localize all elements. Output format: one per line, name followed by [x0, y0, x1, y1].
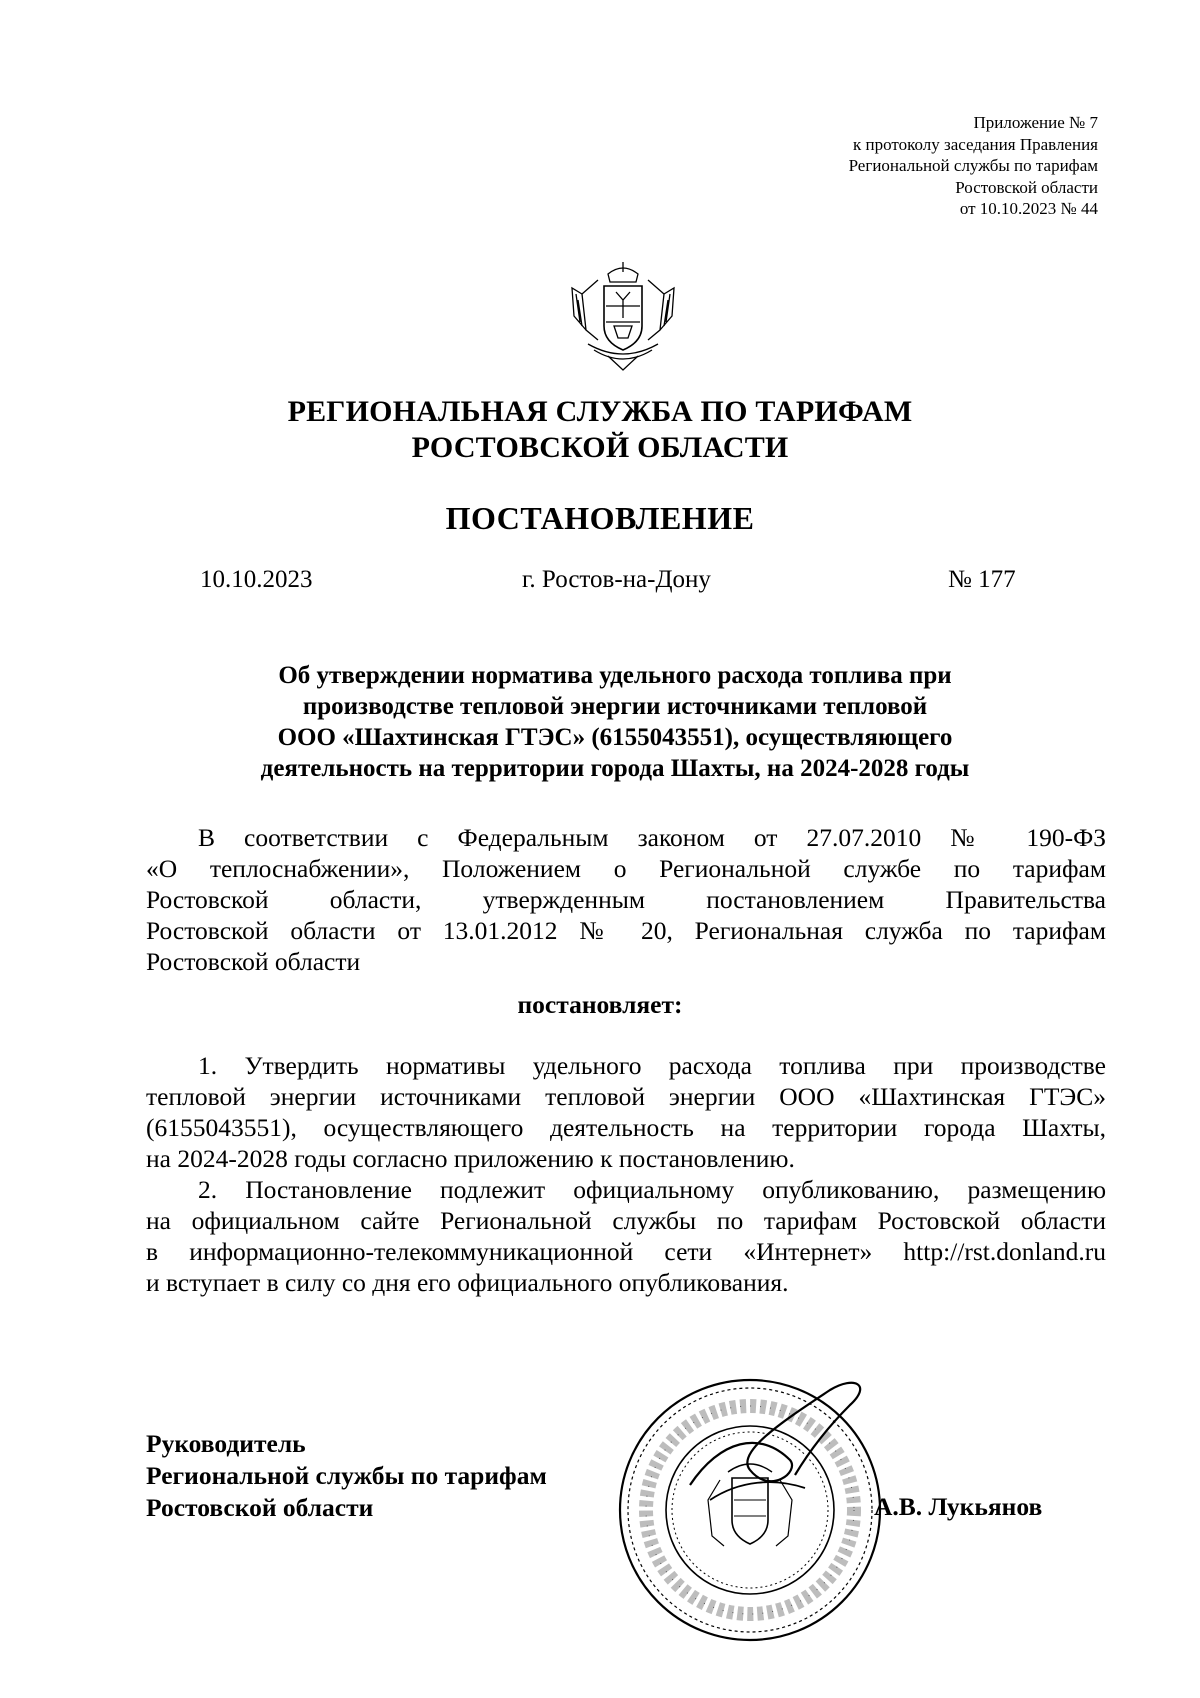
item-1-line: тепловой энергии источниками тепловой энергии ООО «Шахтинская ГТЭС» [146, 1082, 1106, 1111]
document-date: 10.10.2023 [200, 566, 313, 593]
subject-line: ООО «Шахтинская ГТЭС» (6155043551), осуществляющего [277, 724, 953, 751]
preamble-line: Ростовской области [146, 947, 361, 976]
signature-position [146, 1428, 547, 1524]
appendix-line: Региональной службы по тарифам [848, 156, 1098, 175]
organization-title-line: РЕГИОНАЛЬНАЯ СЛУЖБА ПО ТАРИФАМ [287, 395, 913, 428]
appendix-note [849, 112, 1098, 220]
organization-title [0, 394, 1200, 466]
decree-word: постановляет: [517, 990, 683, 1019]
coat-of-arms-icon [568, 260, 678, 372]
item-2-line: 2. Постановление подлежит официальному опубликованию, размещению [198, 1175, 1106, 1204]
subject-line: производстве тепловой энергии источниками тепловой [302, 693, 928, 720]
official-seal-icon [600, 1360, 900, 1660]
item-2-line: в информационно-телекоммуникационной сети «Интернет» http://rst.donland.ru [146, 1237, 1106, 1266]
preamble-line: Ростовской области от 13.01.2012 № 20, Региональная служба по тарифам [146, 916, 1106, 945]
signature-position-line: Руководитель [146, 1429, 306, 1458]
item-2-line: на официальном сайте Региональной службы по тарифам Ростовской области [146, 1206, 1106, 1235]
preamble-paragraph [146, 822, 1106, 977]
item-1-line: 1. Утвердить нормативы удельного расхода топлива при производстве [198, 1051, 1106, 1080]
subject-line: деятельность на территории города Шахты, на 2024-2028 годы [260, 755, 970, 782]
appendix-line: Приложение № 7 [973, 113, 1098, 132]
document-city: г. Ростов-на-Дону [522, 566, 711, 593]
document-number: № 177 [948, 566, 1016, 593]
signatory-name: А.В. Лукьянов [874, 1492, 1043, 1521]
signature-position-line: Ростовской области [146, 1493, 374, 1522]
decree-items [146, 1050, 1106, 1298]
document-subject [190, 660, 1040, 784]
subject-line: Об утверждении норматива удельного расхода топлива при [278, 662, 952, 689]
appendix-line: Ростовской области [955, 177, 1098, 197]
appendix-line: от 10.10.2023 № 44 [959, 199, 1098, 218]
document-type: ПОСТАНОВЛЕНИЕ [445, 500, 755, 536]
preamble-line: Ростовской области, утвержденным постановлением Правительства [146, 885, 1106, 914]
preamble-line: В соответствии с Федеральным законом от 27.07.2010 № 190-ФЗ [198, 823, 1106, 852]
appendix-line: к протоколу заседания Правления [853, 134, 1098, 154]
organization-title-line: РОСТОВСКОЙ ОБЛАСТИ [411, 431, 789, 464]
preamble-line: «О теплоснабжении», Положением о Региональной службе по тарифам [146, 854, 1106, 883]
item-1-line: (6155043551), осуществляющего деятельность на территории города Шахты, [146, 1113, 1106, 1142]
signature-position-line: Региональной службы по тарифам [146, 1461, 547, 1490]
item-1-line: на 2024-2028 годы согласно приложению к постановлению. [146, 1144, 795, 1173]
item-2-line: и вступает в силу со дня его официального опубликования. [146, 1268, 789, 1297]
